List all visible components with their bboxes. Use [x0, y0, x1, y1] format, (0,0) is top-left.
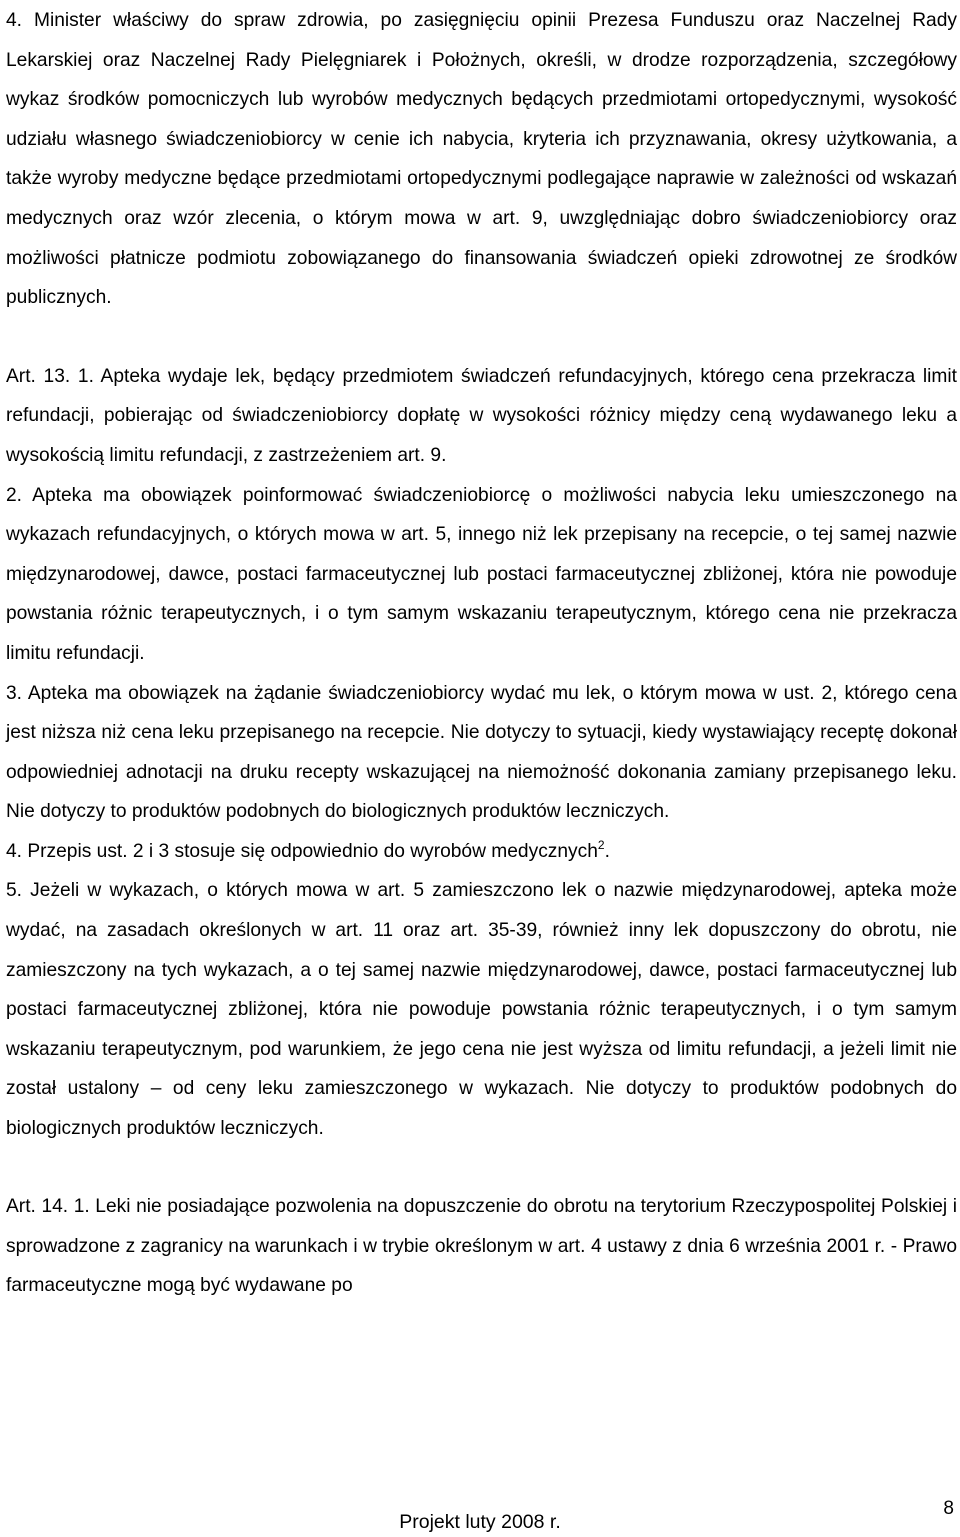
- footer-draft-label: Projekt luty 2008 r.: [399, 1511, 561, 1533]
- article-13-paragraph-4: [6, 832, 957, 872]
- article-14-paragraph-1: Art. 14. 1. Leki nie posiadające pozwolenia na dopuszczenie do obrotu na terytorium Rzeczypospolitej Polskiej i sprowadzone z zagranicy na warunkach i w trybie określonym w art. 4 ustawy z dnia 6 września 2001 r. - Prawo farmaceutyczne mogą być wydawane po: [6, 1196, 957, 1297]
- article-13-paragraph-1: Art. 13. 1. Apteka wydaje lek, będący przedmiotem świadczeń refundacyjnych, którego cena przekracza limit refundacji, pobierając od świadczeniobiorcy dopłatę w wysokości różnicy między ceną wydawanego leku a wysokością limitu refundacji, z zastrzeżeniem art. 9.: [6, 365, 957, 466]
- document-page: [6, 0, 957, 1537]
- page-number: 8: [943, 1498, 954, 1519]
- article-13-paragraph-2: 2. Apteka ma obowiązek poinformować świadczeniobiorcę o możliwości nabycia leku umieszczonego na wykazach refundacyjnych, o których mowa w art. 5, innego niż lek przepisany na recepcie, o tej samej nazwie międzynarodowej, dawce, postaci farmaceutycznej lub postaci farmaceutycznej zbliżonej, która nie powoduje powstania różnic terapeutycznych, i o tym samym wskazaniu terapeutycznym, którego cena nie przekracza limitu refundacji.: [6, 484, 957, 664]
- paragraph-minister-regulation: 4. Minister właściwy do spraw zdrowia, po zasięgnięciu opinii Prezesa Funduszu oraz Naczelnej Rady Lekarskiej oraz Naczelnej Rady Pielęgniarek i Położnych, określi, w drodze rozporządzenia, szczegółowy wykaz środków pomocniczych lub wyrobów medycznych będących przedmiotami ortopedycznymi, wysokość udziału własnego świadczeniobiorcy w cenie ich nabycia, kryteria ich przyznawania, okresy użytkowania, a także wyroby medyczne będące przedmiotami ortopedycznymi podlegające naprawie w zależności od wskazań medycznych oraz wzór zlecenia, o którym mowa w art. 9, uwzględniając dobro świadczeniobiorcy oraz możliwości płatnicze podmiotu zobowiązanego do finansowania świadczeń opieki zdrowotnej ze środków publicznych.: [6, 10, 957, 309]
- article-13-paragraph-4-suffix: .: [604, 840, 610, 862]
- article-13-paragraph-4-text: 4. Przepis ust. 2 i 3 stosuje się odpowiednio do wyrobów medycznych: [6, 840, 598, 862]
- article-13-paragraph-5: 5. Jeżeli w wykazach, o których mowa w art. 5 zamieszczono lek o nazwie międzynarodowej, apteka może wydać, na zasadach określonych w art. 11 oraz art. 35-39, również inny lek dopuszczony do obrotu, nie zamieszczony na tych wykazach, a o tej samej nazwie międzynarodowej, dawce, postaci farmaceutycznej lub postaci farmaceutycznej zbliżonej, która nie powoduje powstania różnic terapeutycznych, i o tym samym wskazaniu terapeutycznym, pod warunkiem, że jego cena nie jest wyższa od limitu refundacji, a jeżeli limit nie został ustalony – od ceny leku zamieszczonego w wykazach. Nie dotyczy to produktów podobnych do biologicznych produktów leczniczych.: [6, 880, 957, 1140]
- article-13-paragraph-3: 3. Apteka ma obowiązek na żądanie świadczeniobiorcy wydać mu lek, o którym mowa w ust. 2, którego cena jest niższa niż cena leku przepisanego na recepcie. Nie dotyczy to sytuacji, kiedy wystawiający receptę dokonał odpowiedniej adnotacji na druku recepty wskazującej na niemożność dokonania zamiany przepisanego leku. Nie dotyczy to produktów podobnych do biologicznych produktów leczniczych.: [6, 682, 957, 823]
- footnote-reference: 2: [597, 837, 605, 852]
